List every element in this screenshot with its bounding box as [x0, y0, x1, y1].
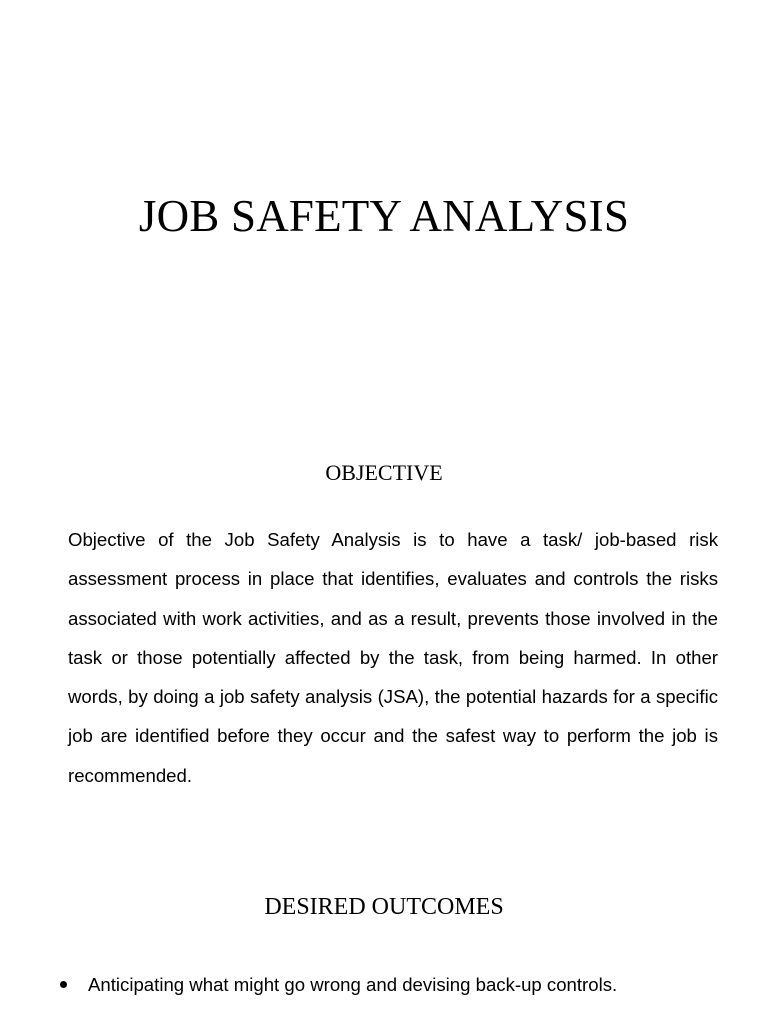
- document-title: JOB SAFETY ANALYSIS: [138, 191, 630, 241]
- desired-outcomes-list: [0, 968, 768, 1002]
- objective-paragraph: Objective of the Job Safety Analysis is to have a task/ job-based risk assessment process in place that identifies, evaluates and controls the risks associated with work activities, and as a result, prevents those involved in the task or those potentially affected by the task, from being harmed. In other words, by doing a job safety analysis (JSA), the potential hazards for a specific job are identified before they occur and the safest way to perform the job is recommended.: [68, 529, 718, 786]
- objective-heading: OBJECTIVE: [325, 460, 443, 485]
- list-item: [0, 968, 768, 1002]
- list-item-text: Anticipating what might go wrong and devising back-up controls.: [88, 974, 618, 995]
- desired-outcomes-heading: DESIRED OUTCOMES: [264, 894, 504, 920]
- bullet-icon: [60, 981, 67, 988]
